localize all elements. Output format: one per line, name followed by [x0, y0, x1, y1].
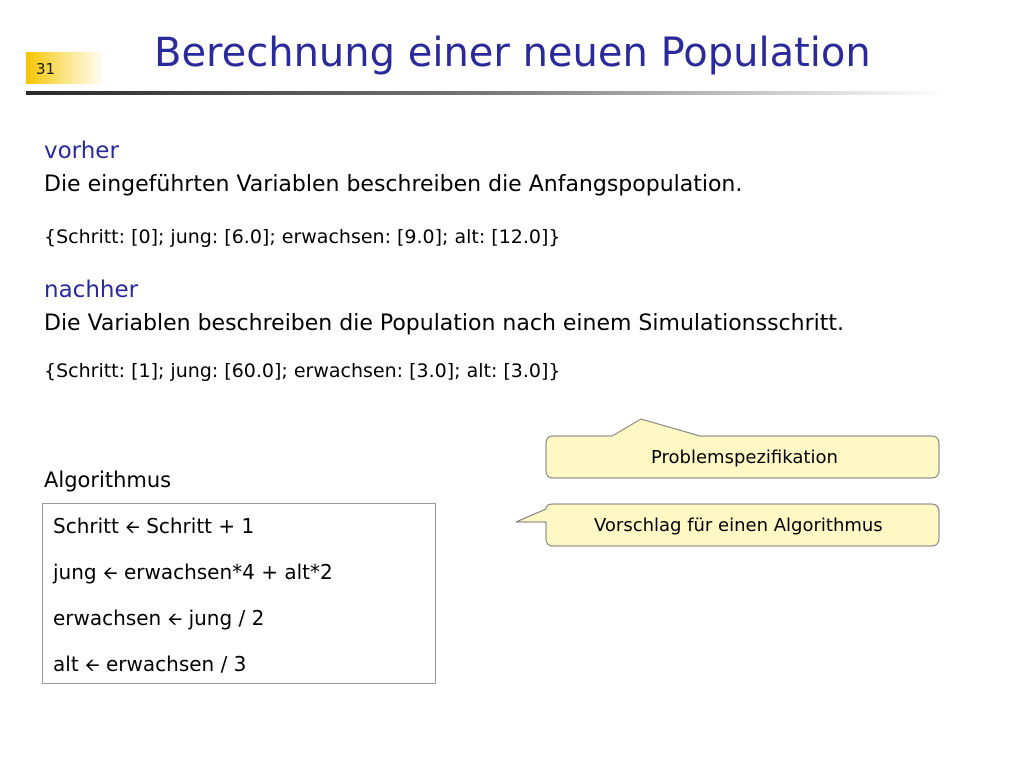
left-arrow-icon: 🡨 [167, 609, 183, 630]
algorithm-line-target: jung [53, 560, 97, 584]
problem-callout-label: Problemspezifikation [651, 447, 838, 468]
left-arrow-icon: 🡨 [125, 517, 140, 538]
after-state: {Schritt: [1]; jung: [60.0]; erwachsen: [3.0]; alt: [3.0]} [44, 360, 561, 382]
proposal-callout-label: Vorschlag für einen Algorithmus [594, 515, 883, 536]
algorithm-line-expression: erwachsen / 3 [106, 652, 247, 676]
algorithm-line-target: erwachsen [53, 606, 162, 630]
algorithm-heading: Algorithmus [44, 468, 172, 492]
after-label: nachher [44, 277, 139, 303]
algorithm-line-expression: erwachsen*4 + alt*2 [123, 560, 333, 584]
before-description: Die eingeführten Variablen beschreiben die Anfangspopulation. [44, 172, 743, 197]
slide-number: 31 [26, 52, 106, 84]
algorithm-line-expression: jung / 2 [188, 606, 265, 630]
before-label: vorher [44, 138, 119, 164]
slide-title: Berechnung einer neuen Population [154, 30, 871, 76]
before-state: {Schritt: [0]; jung: [6.0]; erwachsen: [9.0]; alt: [12.0]} [44, 226, 561, 248]
algorithm-line-target: Schritt [53, 514, 119, 538]
after-description: Die Variablen beschreiben die Population nach einem Simulationsschritt. [44, 311, 844, 336]
left-arrow-icon: 🡨 [85, 655, 100, 676]
algorithm-line-target: alt [53, 652, 79, 676]
algorithm-line-expression: Schritt + 1 [146, 514, 255, 538]
left-arrow-icon: 🡨 [102, 563, 118, 584]
